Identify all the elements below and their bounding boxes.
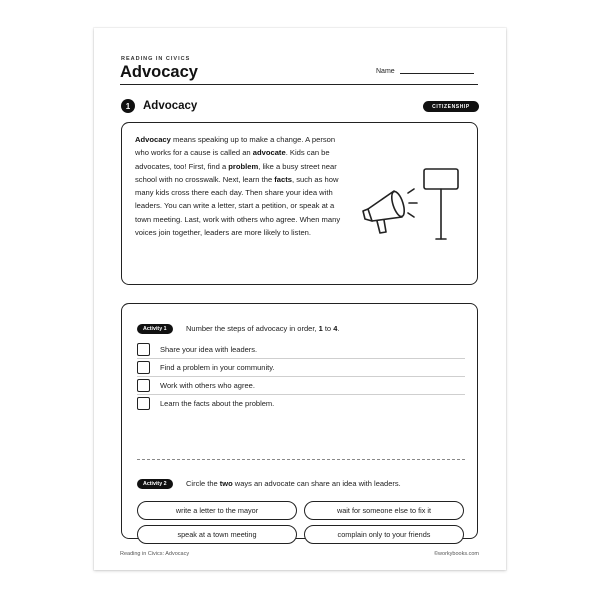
checklist-item-label: Work with others who agree. bbox=[160, 381, 255, 390]
text-run: Circle the bbox=[186, 479, 220, 488]
checklist-item bbox=[137, 341, 465, 359]
activity-2-badge: Activity 2 bbox=[137, 479, 173, 489]
bold-term: 1 bbox=[318, 324, 323, 333]
section-tag-badge: CITIZENSHIP bbox=[423, 101, 479, 112]
checklist-item bbox=[137, 377, 465, 395]
name-field[interactable] bbox=[376, 68, 474, 75]
checkbox[interactable] bbox=[137, 379, 150, 392]
bold-term: facts bbox=[274, 174, 293, 184]
megaphone-and-sign-icon bbox=[360, 161, 466, 247]
choice-option[interactable]: wait for someone else to fix it bbox=[304, 501, 464, 520]
checklist-item-label: Learn the facts about the problem. bbox=[160, 399, 275, 408]
checklist-item bbox=[137, 395, 465, 413]
choice-option[interactable]: write a letter to the mayor bbox=[137, 501, 297, 520]
activity-box bbox=[121, 303, 478, 539]
reading-passage bbox=[135, 133, 347, 239]
checklist-item bbox=[137, 359, 465, 377]
worksheet-eyebrow: READING IN CIVICS bbox=[121, 56, 191, 62]
activity-divider bbox=[137, 459, 465, 460]
footer-credit: ©workybooks.com bbox=[433, 551, 479, 557]
name-label: Name bbox=[376, 68, 395, 75]
text-run: . bbox=[337, 324, 340, 333]
text-run: means speaking up to make a change. A person who works for a cause is called an bbox=[135, 135, 336, 158]
reading-passage-box bbox=[121, 122, 478, 285]
name-line[interactable] bbox=[400, 73, 474, 74]
checklist-item-label: Share your idea with leaders. bbox=[160, 345, 258, 354]
bold-term: problem bbox=[228, 161, 259, 171]
text-run: , like a busy street near school with no crosswalk. Next, learn the bbox=[135, 161, 337, 184]
text-run: Number the steps of advocacy in order, bbox=[186, 324, 319, 333]
bold-term: two bbox=[219, 479, 233, 488]
choice-option[interactable]: speak at a town meeting bbox=[137, 525, 297, 544]
choice-option[interactable]: complain only to your friends bbox=[304, 525, 464, 544]
worksheet-title: Advocacy bbox=[120, 63, 198, 81]
checkbox[interactable] bbox=[137, 361, 150, 374]
bold-term: advocate bbox=[252, 148, 286, 158]
text-run: . Kids can be advocates, too! First, find a bbox=[135, 148, 330, 171]
footer-title: Reading in Civics: Advocacy bbox=[120, 551, 190, 557]
text-run: , such as how many kids cross there each day. Then share your idea with leaders. You can write a letter, start a petition, or speak at a town meeting. Last, work with others who agree. When many voices join together, leaders are more likely to listen. bbox=[135, 174, 341, 238]
checkbox[interactable] bbox=[137, 397, 150, 410]
activity-1-prompt bbox=[186, 324, 339, 334]
checkbox[interactable] bbox=[137, 343, 150, 356]
activity-2-prompt bbox=[186, 479, 401, 489]
checklist-item-label: Find a problem in your community. bbox=[160, 363, 275, 372]
worksheet-page bbox=[94, 28, 506, 570]
bold-term: Advocacy bbox=[135, 135, 171, 144]
text-run: to bbox=[322, 324, 334, 333]
bold-term: 4 bbox=[333, 324, 338, 333]
text-run: ways an advocate can share an idea with leaders. bbox=[232, 479, 401, 488]
activity-1-badge: Activity 1 bbox=[137, 324, 173, 334]
title-divider bbox=[120, 84, 478, 85]
section-title: Advocacy bbox=[143, 100, 198, 112]
section-number-badge: 1 bbox=[121, 99, 135, 113]
